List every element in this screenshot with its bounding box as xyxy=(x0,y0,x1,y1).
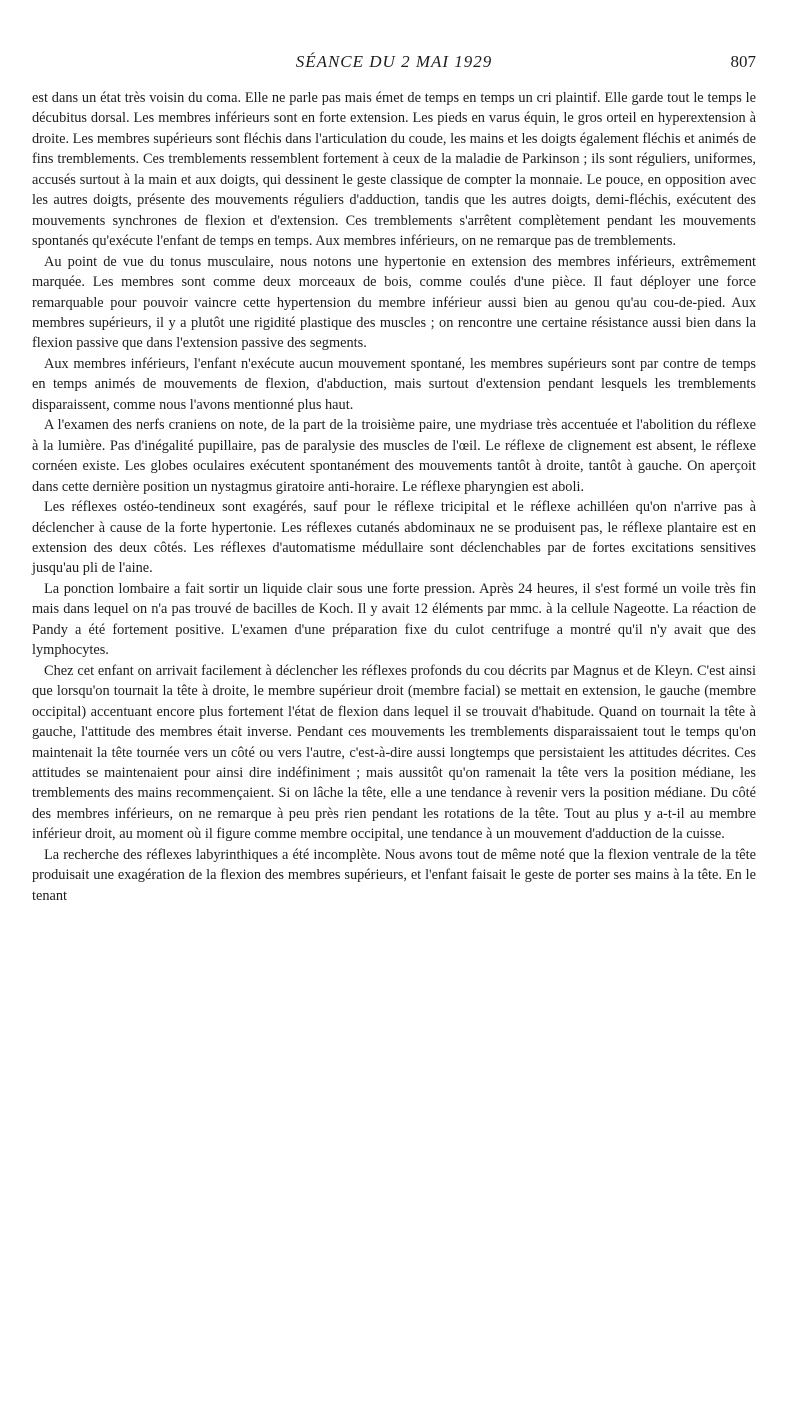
paragraph-3: Aux membres inférieurs, l'enfant n'exécute aucun mouvement spontané, les membres supérieurs sont par contre de temps en temps animés de mouvements de flexion, d'abduction, mais surtout d'extension pendant lesquels les tremblements disparaissent, comme nous l'avons mentionné plus haut. xyxy=(32,355,756,413)
paragraph-5: Les réflexes ostéo-tendineux sont exagérés, sauf pour le réflexe tricipital et le réflexe achilléen qu'on n'arrive pas à déclencher à cause de la forte hypertonie. Les réflexes cutanés abdominaux ne se produisent pas, le réflexe plantaire est en extension des deux côtés. Les réflexes d'automatisme médullaire sont déclenchables par de fortes excitations sensitives jusqu'au pli de l'aine. xyxy=(32,499,756,577)
running-head xyxy=(32,52,756,76)
paragraph-8: La recherche des réflexes labyrinthiques a été incomplète. Nous avons tout de même noté que la flexion ventrale de la tête produisait une exagération de la flexion des membres supérieurs, et l'enfant faisait le geste de porter ses mains à la tête. En le tenant xyxy=(32,846,756,904)
paragraph-4: A l'examen des nerfs craniens on note, de la part de la troisième paire, une mydriase très accentuée et l'abolition du réflexe à la lumière. Pas d'inégalité pupillaire, pas de paralysie des muscles de l'œil. Le réflexe de clignement est absent, le réflexe cornéen existe. Les globes oculaires exécutent spontanément des mouvements tantôt à droite, tantôt à gauche. On aperçoit dans cette dernière position un nystagmus giratoire anti-horaire. Le réflexe pharyngien est aboli. xyxy=(32,417,756,495)
paragraph-2: Au point de vue du tonus musculaire, nous notons une hypertonie en extension des membres inférieurs, extrêmement marquée. Les membres sont comme deux morceaux de bois, comme coulés d'une pièce. Il faut déployer une force remarquable pour pouvoir vaincre cette hypertension du membre inférieur aussi bien au genou qu'au cou-de-pied. Aux membres supérieurs, il y a plutôt une rigidité plastique des muscles ; on rencontre une certaine résistance aussi bien dans la flexion passive que dans l'extension passive des segments. xyxy=(32,253,756,352)
paragraph-7: Chez cet enfant on arrivait facilement à déclencher les réflexes profonds du cou décrits par Magnus et de Kleyn. C'est ainsi que lorsqu'on tournait la tête à droite, le membre supérieur droit (membre facial) se mettait en extension, le gauche (membre occipital) accentuant encore plus fortement l'état de flexion dans lequel il se trouvait d'habitude. Quand on tournait la tête à gauche, l'attitude des membres était inverse. Pendant ces mouvements les tremblements disparaissaient tout le temps qu'on maintenait la tête tournée vers un côté ou vers l'autre, c'est-à-dire aussi longtemps que persistaient les attitudes décrites. Ces attitudes se maintenaient pour ainsi dire indéfiniment ; mais aussitôt qu'on ramenait la tête vers la position médiane, les tremblements des mains recommençaient. Si on lâche la tête, elle a une tendance à revenir vers la position médiane. Du côté des membres inférieurs, on ne remarque à peu près rien pendant les rotations de la tête. Tout au plus y a-t-il au membre inférieur droit, au moment où il figure comme membre occipital, une tendance à un mouvement d'adduction de la cuisse. xyxy=(32,662,756,843)
running-title: SÉANCE DU 2 MAI 1929 xyxy=(295,52,493,71)
paragraph-6: La ponction lombaire a fait sortir un liquide clair sous une forte pression. Après 24 heures, il s'est formé un voile très fin mais dans lequel on n'a pas trouvé de bacilles de Koch. Il y avait 12 éléments par mmc. à la cellule Nageotte. La réaction de Pandy a été fortement positive. L'examen d'une préparation fixe du culot centrifuge a montré qu'il n'y avait que des lymphocytes. xyxy=(32,580,756,659)
page-number: 807 xyxy=(730,52,756,71)
body-text xyxy=(32,88,756,906)
paragraph-1: est dans un état très voisin du coma. Elle ne parle pas mais émet de temps en temps un cri plaintif. Elle garde tout le temps le décubitus dorsal. Les membres inférieurs sont en forte extension. Les pieds en varus équin, le gros orteil en hyperextension à droite. Les membres supérieurs sont fléchis dans l'articulation du coude, les mains et les doigts également fléchis et animés de fins tremblements. Ces tremblements ressemblent fortement à ceux de la maladie de Parkinson ; ils sont réguliers, uniformes, accusés surtout à la main et aux doigts, qui dessinent le geste classique de compter la monnaie. Le pouce, en opposition avec les autres doigts, présente des mouvements réguliers d'adduction, tandis que les autres doigts, demi-fléchis, exécutent des mouvements synchrones de flexion et d'extension. Ces tremblements s'arrêtent complètement pendant les mouvements spontanés qu'exécute l'enfant de temps en temps. Aux membres inférieurs, on ne remarque pas de tremblements. xyxy=(32,90,756,250)
